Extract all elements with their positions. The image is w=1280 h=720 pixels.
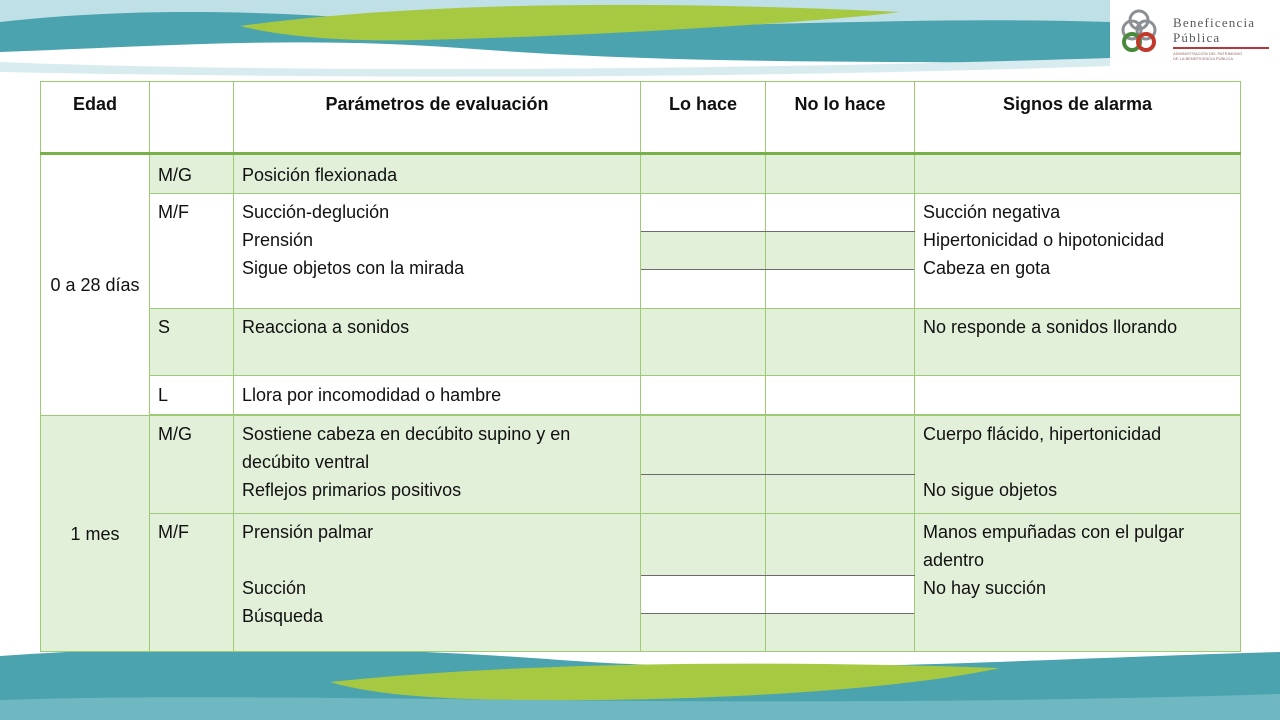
params-cell: Reacciona a sonidos [234, 309, 641, 376]
params-cell [234, 514, 641, 652]
lo-hace-cell[interactable] [641, 154, 766, 194]
params-cell: Llora por incomodidad o hambre [234, 376, 641, 415]
signs-cell: Manos empuñadas con el pulgar adentro No hay succión [915, 514, 1241, 652]
area-cell: M/F [150, 194, 234, 309]
table-row [41, 194, 1241, 232]
header-no-lo-hace: No lo hace [766, 82, 915, 154]
area-cell: M/F [150, 514, 234, 652]
signs-line-2: No sigue objetos [923, 480, 1058, 500]
header-lo-hace: Lo hace [641, 82, 766, 154]
no-lo-hace-cell[interactable] [766, 309, 915, 376]
no-lo-hace-cell[interactable] [766, 416, 915, 475]
lo-hace-cell[interactable] [641, 514, 766, 576]
no-lo-hace-cell[interactable] [766, 232, 915, 270]
lo-hace-cell[interactable] [641, 614, 766, 652]
age-cell [41, 154, 150, 416]
beneficencia-logo [1110, 0, 1280, 66]
evaluation-table [40, 81, 1241, 652]
no-lo-hace-cell[interactable] [766, 576, 915, 614]
area-cell: S [150, 309, 234, 376]
no-lo-hace-cell[interactable] [766, 475, 915, 514]
no-lo-hace-cell[interactable] [766, 376, 915, 415]
signs-cell: No responde a sonidos llorando [915, 309, 1241, 376]
seal-icon [1110, 0, 1170, 66]
params-cell: Succión-deglución Prensión Sigue objetos con la mirada [234, 194, 641, 309]
age-label: 0 a 28 días [50, 275, 140, 295]
params-cell: Sostiene cabeza en decúbito supino y en decúbito ventral Reflejos primarios positivos [234, 416, 641, 514]
age-cell [41, 416, 150, 652]
lo-hace-cell[interactable] [641, 309, 766, 376]
signs-cell [915, 154, 1241, 194]
area-cell: M/G [150, 154, 234, 194]
no-lo-hace-cell[interactable] [766, 270, 915, 309]
table-row [41, 154, 1241, 194]
logo-title-2: Pública [1173, 30, 1221, 45]
header-edad: Edad [41, 82, 150, 154]
lo-hace-cell[interactable] [641, 576, 766, 614]
params-line-1: Prensión palmar [242, 522, 374, 542]
lo-hace-cell[interactable] [641, 194, 766, 232]
table-row [41, 416, 1241, 475]
logo-rule [1173, 47, 1269, 49]
header-signos: Signos de alarma [915, 82, 1241, 154]
no-lo-hace-cell[interactable] [766, 614, 915, 652]
lo-hace-cell[interactable] [641, 416, 766, 475]
lo-hace-cell[interactable] [641, 232, 766, 270]
no-lo-hace-cell[interactable] [766, 154, 915, 194]
params-cell: Posición flexionada [234, 154, 641, 194]
header-area [150, 82, 234, 154]
signs-cell: Succión negativa Hipertonicidad o hipotonicidad Cabeza en gota [915, 194, 1241, 309]
signs-cell [915, 376, 1241, 415]
no-lo-hace-cell[interactable] [766, 194, 915, 232]
signs-cell [915, 416, 1241, 514]
header-parametros: Parámetros de evaluación [234, 82, 641, 154]
lo-hace-cell[interactable] [641, 270, 766, 309]
logo-subtitle-1: ADMINISTRACIÓN DEL PATRIMONIO [1173, 51, 1243, 56]
signs-line-1: Cuerpo flácido, hipertonicidad [923, 424, 1162, 444]
logo-subtitle-2: DE LA BENEFICENCIA PÚBLICA [1173, 56, 1234, 61]
table-header-row [41, 82, 1241, 154]
no-lo-hace-cell[interactable] [766, 514, 915, 576]
table-row [41, 376, 1241, 415]
table-row [41, 309, 1241, 376]
area-cell: L [150, 376, 234, 415]
lo-hace-cell[interactable] [641, 376, 766, 415]
params-line-2: Succión Búsqueda [242, 578, 324, 626]
table-row [41, 514, 1241, 576]
lo-hace-cell[interactable] [641, 475, 766, 514]
logo-title-1: Beneficencia [1173, 15, 1256, 30]
age-label: 1 mes [70, 523, 120, 544]
area-cell: M/G [150, 416, 234, 514]
